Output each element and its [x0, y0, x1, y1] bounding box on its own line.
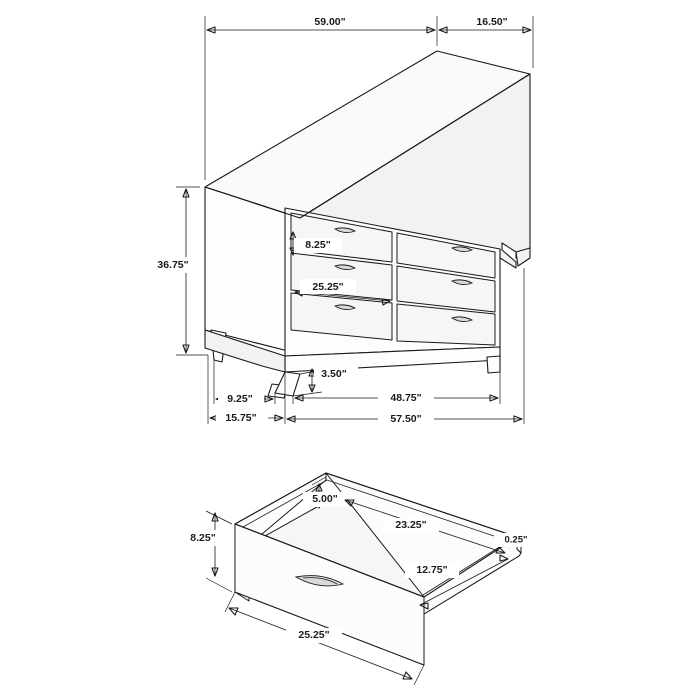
arrow-o2525-left — [229, 608, 238, 615]
dim-label-drawer-outer-length: 25.25" — [298, 628, 330, 641]
dim-label-leg-depth: 9.25" — [227, 392, 253, 405]
dim-label-drawer-height: 8.25" — [305, 238, 331, 251]
arrow-o2525-right — [403, 672, 412, 679]
ext-line-d825-top — [206, 511, 232, 524]
drawer-detail-view — [180, 473, 538, 685]
dim-label-drawer-inner-depth: 12.75" — [416, 563, 448, 576]
ext-line-leg-bottom — [293, 392, 322, 396]
dim-label-front-inner-width: 48.75" — [390, 391, 422, 404]
dim-label-top-width: 59.00" — [314, 15, 346, 28]
ext-line-d825-bottom — [206, 578, 232, 592]
dresser-front-right-leg — [487, 356, 500, 373]
dim-label-drawer-side-height: 8.25" — [190, 531, 216, 544]
dim-label-drawer-thickness: 0.25" — [504, 534, 528, 546]
dim-label-front-width: 57.50" — [390, 412, 422, 425]
dresser-front-left-leg — [275, 372, 300, 396]
dim-label-base-depth: 15.75" — [225, 411, 257, 424]
dim-label-leg-height: 3.50" — [321, 367, 347, 380]
ext-line-o2525-right — [414, 665, 424, 685]
dim-label-drawer-inner-height: 5.00" — [312, 492, 338, 505]
dresser-assembly-view — [146, 13, 533, 426]
dim-label-drawer-width: 25.25" — [312, 280, 344, 293]
dim-label-top-depth: 16.50" — [476, 15, 508, 28]
dim-label-drawer-inner-length: 23.25" — [395, 518, 427, 531]
dim-label-overall-height: 36.75" — [157, 258, 189, 271]
